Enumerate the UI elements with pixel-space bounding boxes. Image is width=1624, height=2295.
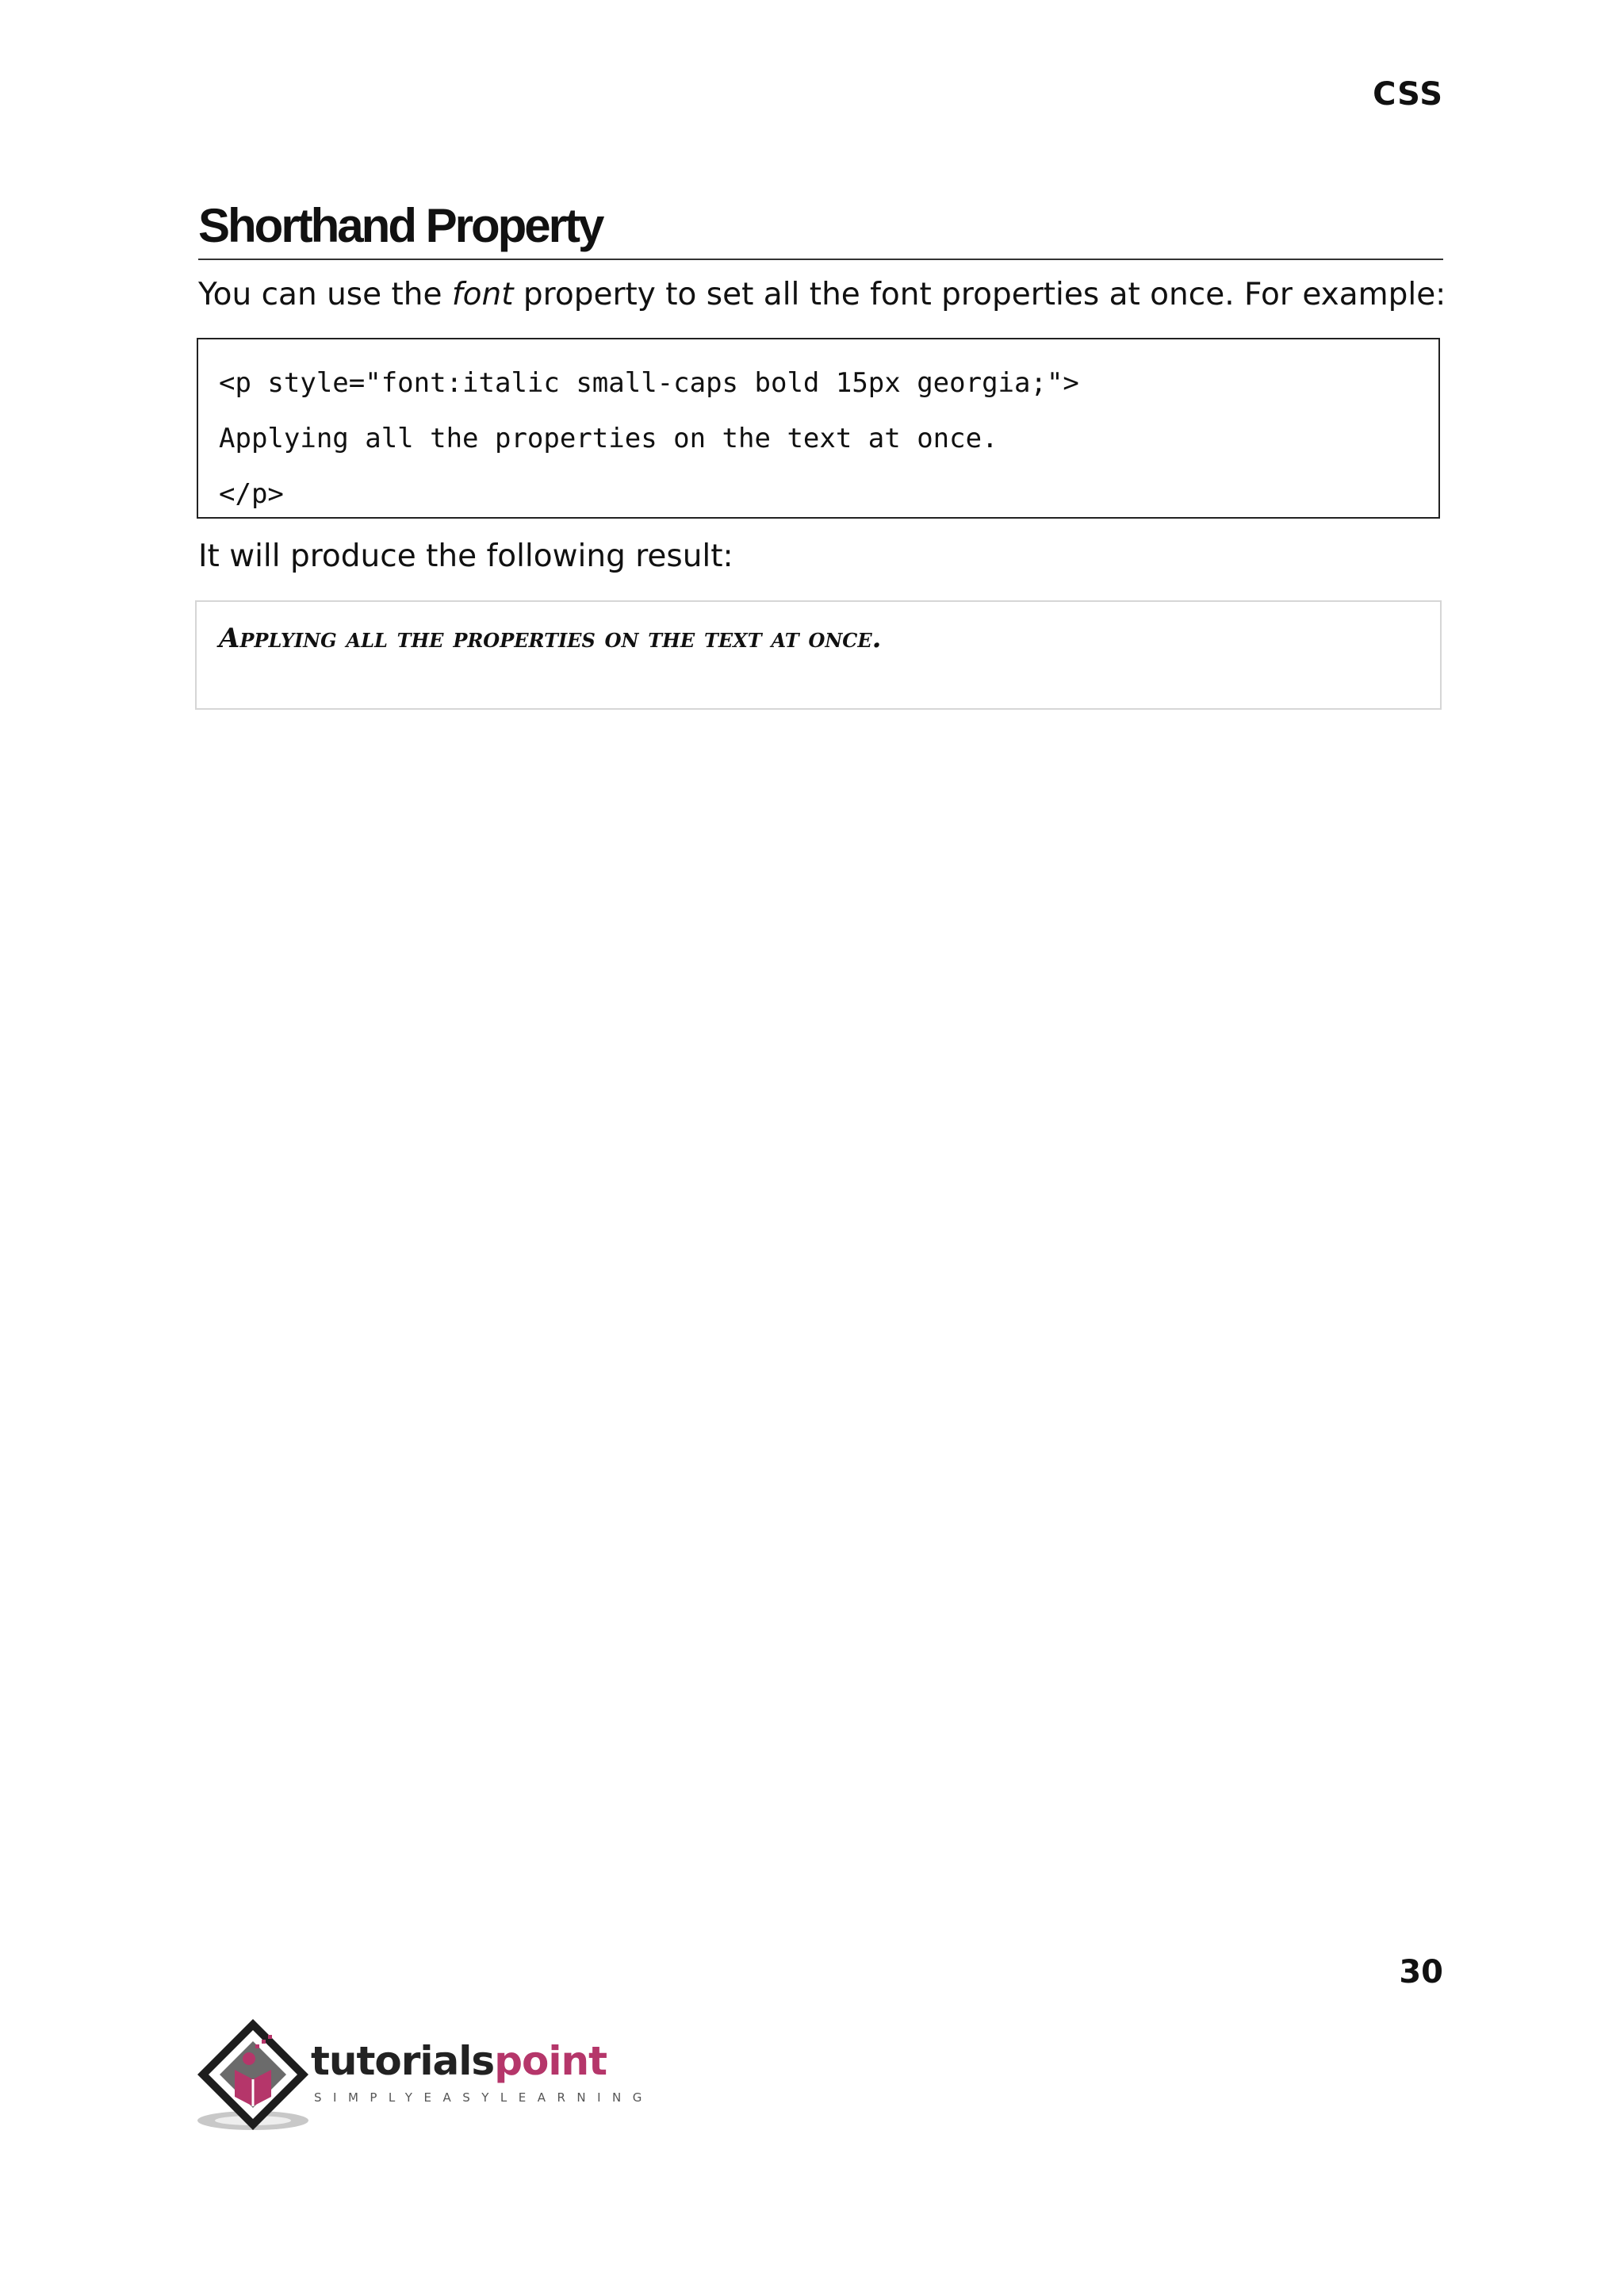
result-output-text: Applying all the properties on the text at once. <box>219 623 882 654</box>
section-title: Shorthand Property <box>198 198 1443 260</box>
logo-word-main: tutorials <box>311 2038 495 2084</box>
logo-word-accent: point <box>494 2038 607 2084</box>
intro-emphasis: font <box>451 277 514 312</box>
code-line: Applying all the properties on the text at once. <box>219 423 998 454</box>
code-line: <p style="font:italic small-caps bold 15px georgia;"> <box>219 367 1079 399</box>
code-example-box <box>197 338 1440 519</box>
intro-text-before: You can use the <box>198 277 452 312</box>
tutorialspoint-logo <box>193 2014 653 2141</box>
page-number: 30 <box>1399 1954 1443 1990</box>
intro-text-after: property to set all the font properties at once. For example: <box>513 277 1446 312</box>
logo-tagline: SIMPLYEASYLEARNING <box>314 2090 653 2105</box>
code-line: </p> <box>219 478 284 510</box>
result-label: It will produce the following result: <box>198 538 733 574</box>
intro-paragraph <box>198 273 1451 317</box>
result-output-box <box>195 600 1442 710</box>
logo-wordmark <box>311 2038 607 2084</box>
logo-diamond-icon <box>193 2014 328 2141</box>
running-header-title: CSS <box>1373 76 1443 113</box>
